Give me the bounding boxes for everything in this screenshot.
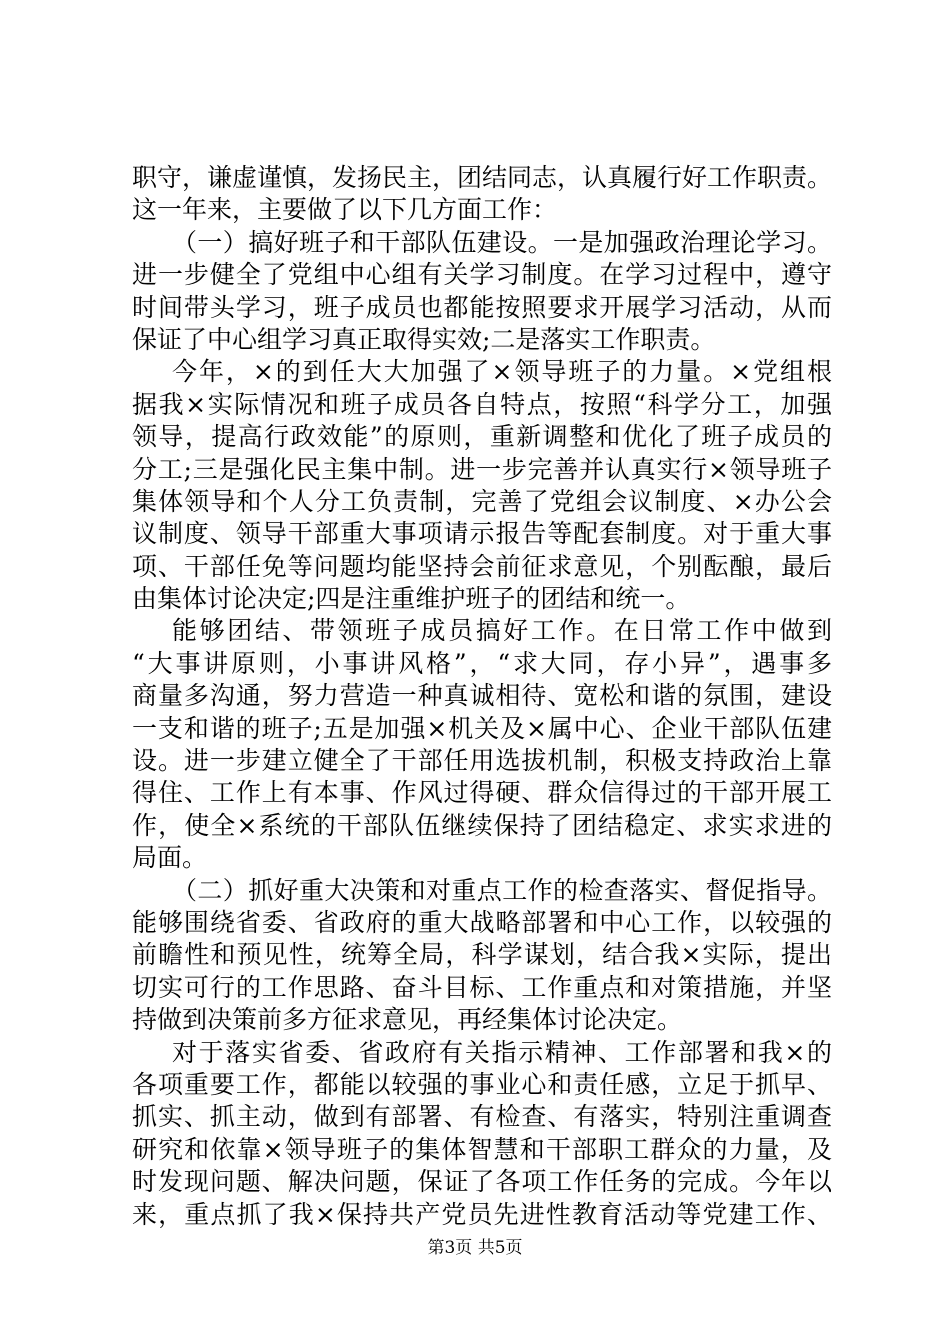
- text-line: 商量多沟通，努力营造一种真诚相待、宽松和谐的氛围，建设: [132, 681, 832, 711]
- text-line: 各项重要工作，都能以较强的事业心和责任感，立足于抓早、: [132, 1069, 832, 1099]
- text-line: 这一年来，主要做了以下几方面工作：: [132, 195, 558, 225]
- text-line: 局面。: [132, 843, 208, 873]
- text-line: 分工;三是强化民主集中制。进一步完善并认真实行×领导班子: [132, 454, 832, 484]
- text-line: （二）抓好重大决策和对重点工作的检查落实、督促指导。: [172, 875, 832, 905]
- text-line: 抓实、抓主动，做到有部署、有检查、有落实，特别注重调查: [132, 1102, 832, 1132]
- text-line: 持做到决策前多方征求意见，再经集体讨论决定。: [132, 1005, 683, 1035]
- text-line: 职守，谦虚谨慎，发扬民主，团结同志，认真履行好工作职责。: [132, 163, 833, 192]
- text-line: 据我×实际情况和班子成员各自特点，按照“科学分工，加强: [132, 389, 832, 419]
- text-line: （一）搞好班子和干部队伍建设。一是加强政治理论学习。: [172, 227, 832, 257]
- text-line: 时间带头学习，班子成员也都能按照要求开展学习活动，从而: [132, 292, 832, 322]
- text-line: 时发现问题、解决问题，保证了各项工作任务的完成。今年以: [132, 1167, 832, 1197]
- text-line: 设。进一步建立健全了干部任用选拔机制，积极支持政治上靠: [132, 746, 832, 776]
- text-line: 领导，提高行政效能”的原则，重新调整和优化了班子成员的: [132, 422, 832, 452]
- text-line: 前瞻性和预见性，统筹全局，科学谋划，结合我×实际，提出: [132, 940, 832, 970]
- text-line: 来，重点抓了我×保持共产党员先进性教育活动等党建工作、: [132, 1199, 832, 1229]
- text-line: 作，使全×系统的干部队伍继续保持了团结稳定、求实求进的: [132, 810, 832, 840]
- text-line: 集体领导和个人分工负责制，完善了党组会议制度、×办公会: [132, 486, 832, 516]
- text-line: 得住、工作上有本事、作风过得硬、群众信得过的干部开展工: [132, 778, 832, 808]
- text-line: 对于落实省委、省政府有关指示精神、工作部署和我×的: [172, 1037, 832, 1067]
- text-line: 能够围绕省委、省政府的重大战略部署和中心工作，以较强的: [132, 907, 832, 937]
- text-line: 项、干部任免等问题均能坚持会前征求意见，个别酝酿，最后: [132, 551, 832, 581]
- text-line: “大事讲原则，小事讲风格”，“求大同，存小异”，遇事多: [132, 648, 832, 678]
- text-line: 进一步健全了党组中心组有关学习制度。在学习过程中，遵守: [132, 260, 832, 290]
- text-line: 今年，×的到任大大加强了×领导班子的力量。×党组根: [172, 357, 832, 387]
- document-body: [132, 162, 832, 1231]
- text-line: 切实可行的工作思路、奋斗目标、工作重点和对策措施，并坚: [132, 972, 832, 1002]
- page-footer: 第3页 共5页: [427, 1238, 523, 1258]
- text-line: 议制度、领导干部重大事项请示报告等配套制度。对于重大事: [132, 519, 832, 549]
- text-line: 一支和谐的班子;五是加强×机关及×属中心、企业干部队伍建: [132, 713, 832, 743]
- text-line: 能够团结、带领班子成员搞好工作。在日常工作中做到: [172, 616, 832, 646]
- text-line: 保证了中心组学习真正取得实效;二是落实工作职责。: [132, 324, 716, 354]
- text-line: 研究和依靠×领导班子的集体智慧和干部职工群众的力量，及: [132, 1134, 832, 1164]
- text-line: 由集体讨论决定;四是注重维护班子的团结和统一。: [132, 584, 691, 614]
